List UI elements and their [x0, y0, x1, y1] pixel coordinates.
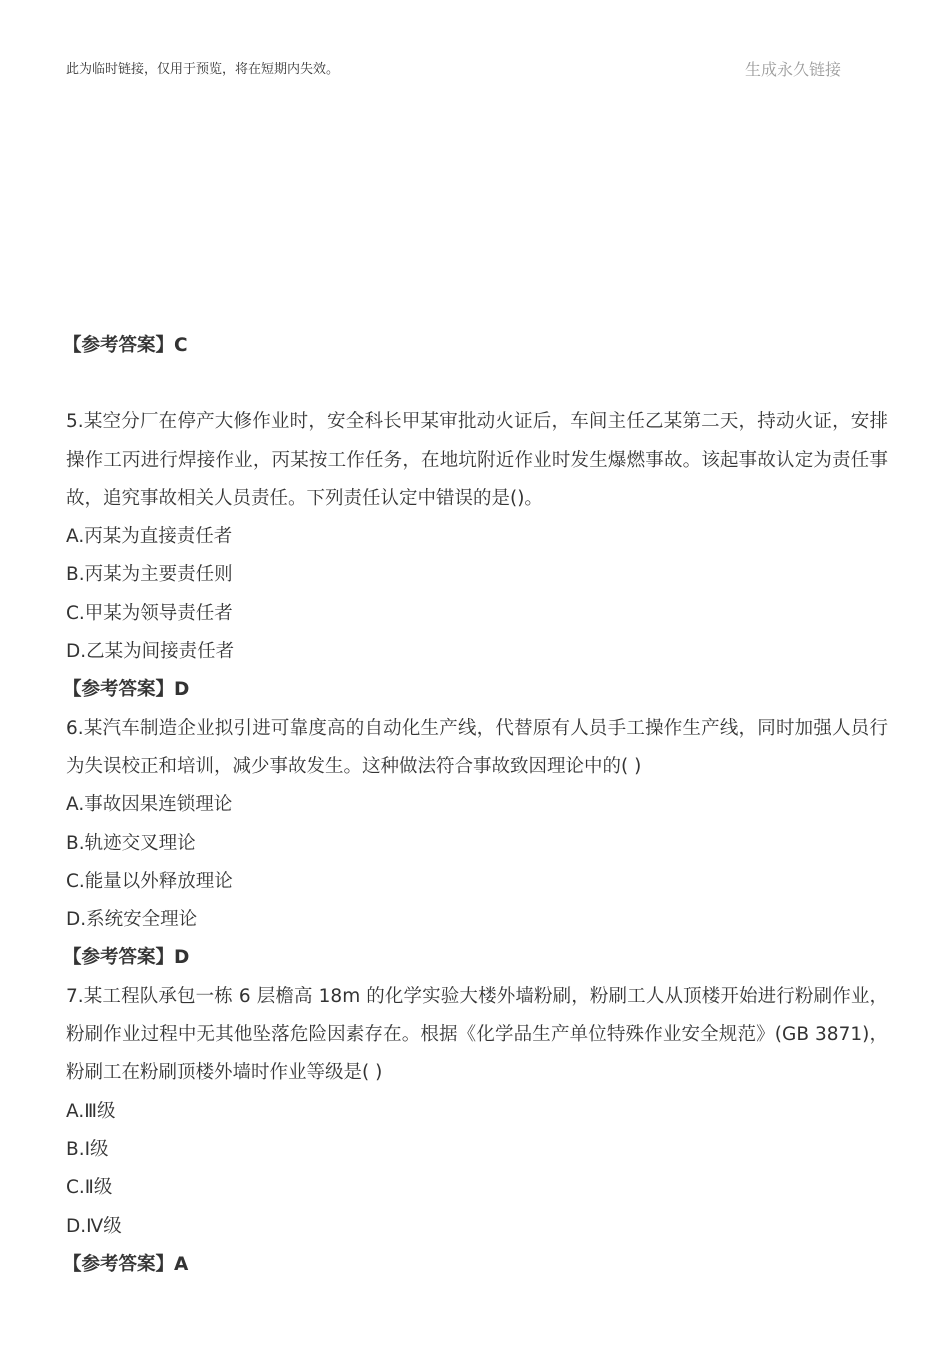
preview-header	[0, 0, 950, 140]
question-6-answer: 【参考答案】D	[63, 947, 190, 969]
generate-permanent-link-button[interactable]: 生成永久链接	[745, 60, 842, 79]
question-5-option-a: A.丙某为直接责任者	[66, 526, 233, 548]
question-6-option-b: B.轨迹交叉理论	[66, 832, 196, 854]
question-5-answer: 【参考答案】D	[63, 679, 190, 701]
question-5-text: 5.某空分厂在停产大修作业时，安全科长甲某审批动火证后，车间主任乙某第二天，持动火证，安排操作工丙进行焊接作业，丙某按工作任务，在地坑附近作业时发生爆燃事故。该起事故认定为责任事故，追究事故相关人员责任。下列责任认定中错误的是()。	[66, 411, 888, 509]
question-6-text: 6.某汽车制造企业拟引进可靠度高的自动化生产线，代替原有人员手工操作生产线，同时加强人员行为失误校正和培训，减少事故发生。这种做法符合事故致因理论中的( )	[66, 717, 888, 777]
question-7-answer: 【参考答案】A	[63, 1253, 189, 1275]
question-5-option-c: C.甲某为领导责任者	[66, 602, 233, 624]
question-6-option-a: A.事故因果连锁理论	[66, 794, 233, 816]
question-5-option-b: B.丙某为主要责任则	[66, 564, 233, 586]
question-6-option-d: D.系统安全理论	[66, 909, 198, 931]
question-7-text: 7.某工程队承包一栋 6 层檐高 18m 的化学实验大楼外墙粉刷，粉刷工人从顶楼开始进行粉刷作业，粉刷作业过程中无其他坠落危险因素存在。根据《化学品生产单位特殊作业安全规范》(GB 3871)，粉刷工在粉刷顶楼外墙时作业等级是( )	[66, 985, 888, 1084]
question-6	[63, 710, 888, 978]
question-6-option-c: C.能量以外释放理论	[66, 870, 233, 892]
question-7-option-b: B.Ⅰ级	[66, 1138, 109, 1160]
question-7-option-d: D.Ⅳ级	[66, 1215, 122, 1237]
question-5-option-d: D.乙某为间接责任者	[66, 641, 235, 663]
document-body	[63, 327, 888, 1284]
answer-previous: 【参考答案】C	[63, 335, 188, 356]
question-5	[63, 403, 888, 709]
question-7-option-c: C.Ⅱ级	[66, 1177, 113, 1199]
question-7-option-a: A.Ⅲ级	[66, 1100, 116, 1122]
question-7	[63, 978, 888, 1284]
temporary-link-notice: 此为临时链接，仅用于预览，将在短期内失效。	[66, 62, 340, 77]
